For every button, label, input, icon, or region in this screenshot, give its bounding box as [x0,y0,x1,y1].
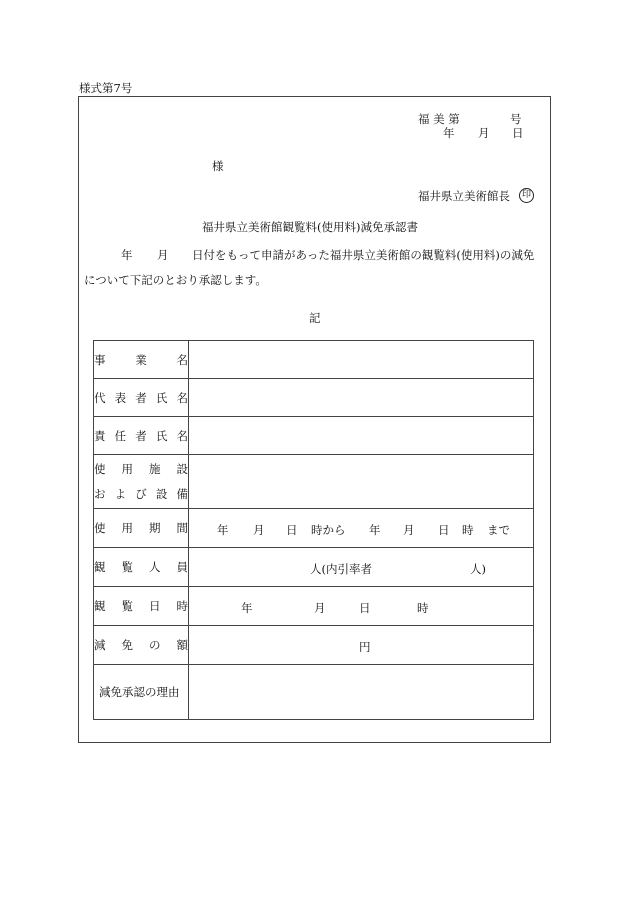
table-row-period [94,509,534,548]
form-number: 様式第7号 [79,81,133,95]
value-visitors[interactable]: 人(内引率者 人) [189,548,534,587]
table-row-facility [94,455,534,509]
label-visit-datetime: 観 覧 日 時 [94,587,189,626]
table-row-visitors [94,548,534,587]
date-month: 月 [478,126,490,140]
recipient-suffix: 様 [212,159,224,173]
value-period[interactable]: 年 月 日 時から 年 月 日 時 まで [189,509,534,548]
label-facility: 使 用 施 設 お よ び 設 備 [94,455,189,509]
document-title: 福井県立美術館観覧料(使用料)減免承認書 [202,220,418,234]
body-text-line1: 日付をもって申請があった福井県立美術館の観覧料(使用料)の減免 [192,248,535,262]
label-period: 使 用 期 間 [94,509,189,548]
body-text-line2: について下記のとおり承認します。 [84,273,267,287]
value-reason[interactable] [189,665,534,720]
table-row-reason [94,665,534,720]
value-representative[interactable] [189,379,534,417]
ki-heading: 記 [309,311,321,325]
table-row-responsible [94,417,534,455]
body-month: 月 [157,248,169,262]
document-number-suffix: 号 [510,112,522,126]
value-responsible[interactable] [189,417,534,455]
body-year: 年 [121,248,133,262]
value-visit-datetime[interactable]: 年 月 日 時 [189,587,534,626]
value-exemption-amount[interactable]: 円 [189,626,534,665]
label-responsible: 責 任 者 氏 名 [94,417,189,455]
issuer-title: 福井県立美術館長 [418,189,510,203]
date-day: 日 [512,126,524,140]
official-seal: 印 [519,188,534,203]
table-row-visit-datetime [94,587,534,626]
label-reason: 減免承認の理由 [94,665,189,720]
exemption-table [93,340,534,720]
label-exemption-amount: 減 免 の 額 [94,626,189,665]
label-event-name: 事 業 名 [94,341,189,379]
document-number-prefix: 福 美 第 [418,112,460,126]
table-row-event-name [94,341,534,379]
table-row-exemption-amount [94,626,534,665]
value-event-name[interactable] [189,341,534,379]
date-year: 年 [443,126,455,140]
table-row-representative [94,379,534,417]
label-representative: 代 表 者 氏 名 [94,379,189,417]
label-visitors: 観 覧 人 員 [94,548,189,587]
value-facility[interactable] [189,455,534,509]
